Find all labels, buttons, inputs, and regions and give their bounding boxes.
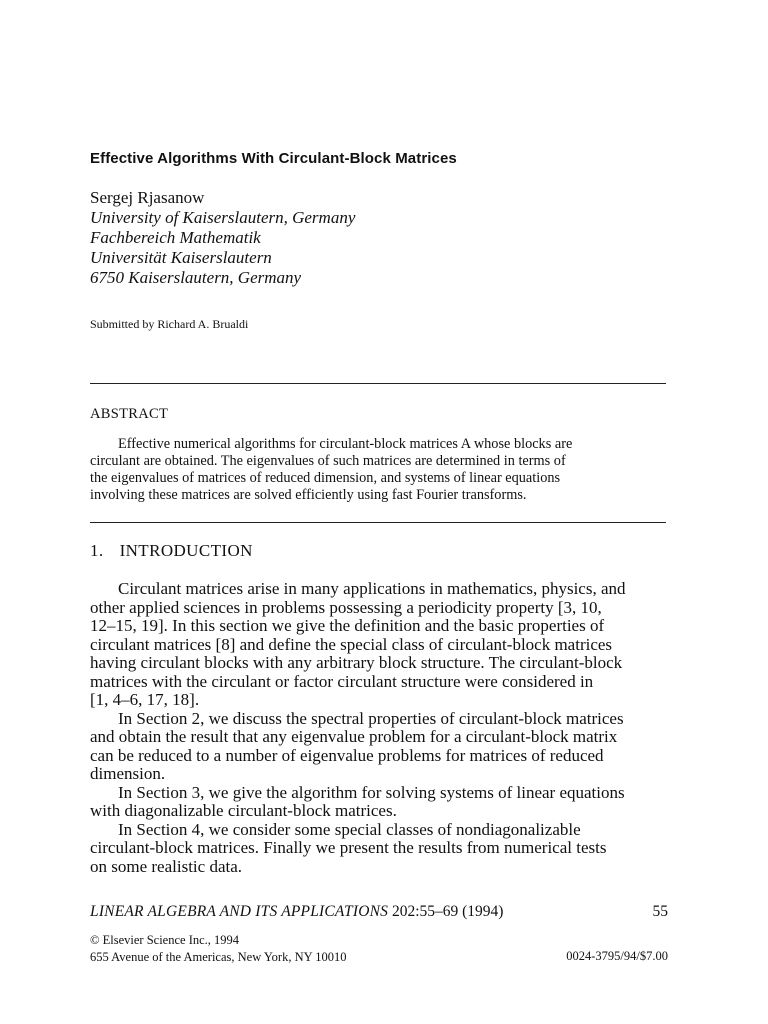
section-body [90,580,668,876]
section-heading [90,541,253,561]
article-code: 0024-3795/94/$7.00 [566,949,668,963]
submitted-by: Submitted by Richard A. Brualdi [90,317,249,331]
body-line: with diagonalizable circulant-block matrices. [90,801,397,820]
body-line: [1, 4–6, 17, 18]. [90,690,200,709]
journal-volume: 202:55–69 (1994) [391,903,504,920]
body-line: Circulant matrices arise in many applications in mathematics, physics, and [118,579,626,598]
body-line: circulant-block matrices. Finally we present the results from numerical tests [90,838,607,857]
body-line: 12–15, 19]. In this section we give the definition and the basic properties of [90,616,605,635]
body-line: In Section 4, we consider some special classes of nondiagonalizable [118,819,581,839]
bottom-divider [90,522,666,523]
affiliation-line: 6750 Kaiserslautern, Germany [90,268,302,287]
body-line: matrices with the circulant or factor circulant structure were considered in [90,671,594,691]
journal-citation [90,903,668,921]
body-line: and obtain the result that any eigenvalue problem for a circulant-block matrix [90,727,618,746]
author-name: Sergej Rjasanow [90,188,205,207]
body-line: can be reduced to a number of eigenvalue problems for matrices of reduced [90,745,604,765]
top-divider [90,383,666,384]
body-line: having circulant blocks with any arbitrary block structure. The circulant-block [90,653,623,672]
author-block [90,188,355,288]
affiliation-line: Universität Kaiserslautern [90,248,272,267]
body-line: circulant matrices [8] and define the special class of circulant-block matrices [90,634,613,654]
publisher-address: 655 Avenue of the Americas, New York, NY 10010 [90,950,347,964]
section-title: INTRODUCTION [119,541,253,560]
page-number: 55 [652,903,668,920]
journal-name: LINEAR ALGEBRA AND ITS APPLICATIONS [90,903,389,920]
abstract-body [90,436,668,504]
affiliation-line: University of Kaiserslautern, Germany [90,208,356,227]
body-line: In Section 2, we discuss the spectral properties of circulant-block matrices [118,708,624,728]
body-line: In Section 3, we give the algorithm for solving systems of linear equations [118,782,625,802]
abstract-line: Effective numerical algorithms for circulant-block matrices A whose blocks are [118,436,573,452]
body-line: other applied sciences in problems possessing a periodicity property [3, 10, [90,597,602,617]
abstract-line: involving these matrices are solved efficiently using fast Fourier transforms. [90,487,527,503]
article-title: Effective Algorithms With Circulant-Block Matrices [90,150,457,167]
body-line: on some realistic data. [90,856,243,876]
affiliation-line: Fachbereich Mathematik [90,228,261,247]
body-line: dimension. [90,764,166,783]
abstract-line: circulant are obtained. The eigenvalues of such matrices are determined in terms of [90,453,566,469]
section-number: 1. [90,541,104,560]
abstract-line: the eigenvalues of matrices of reduced dimension, and systems of linear equations [90,470,561,486]
copyright-line: © Elsevier Science Inc., 1994 [90,933,240,947]
publisher-info [90,932,347,966]
abstract-heading: ABSTRACT [90,406,169,422]
